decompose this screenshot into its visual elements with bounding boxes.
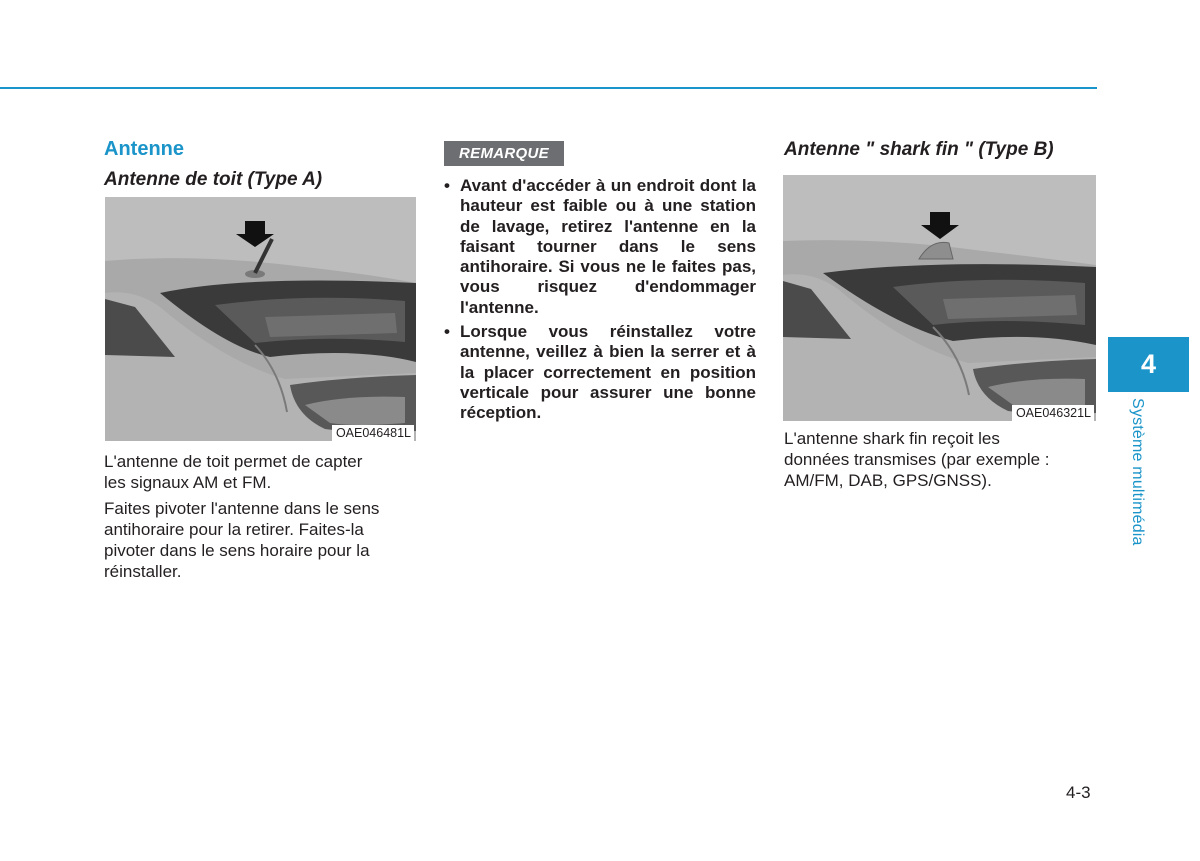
section-title: Antenne xyxy=(104,138,184,160)
roof-antenna-description: L'antenne de toit permet de capter les signaux AM et FM. xyxy=(104,452,363,492)
remark-list xyxy=(444,176,756,428)
bullet: • xyxy=(444,176,450,195)
roof-antenna-subtitle: Antenne de toit (Type A) xyxy=(104,169,323,190)
roof-antenna-figure xyxy=(105,197,416,441)
shark-fin-description: L'antenne shark fin reçoit les données transmises (par exemple : AM/FM, DAB, GPS/GNSS). xyxy=(784,429,1050,490)
shark-fin-subtitle: Antenne " shark fin " (Type B) xyxy=(784,139,1054,160)
bullet: • xyxy=(444,322,450,342)
remark-item xyxy=(444,322,756,423)
figure-code: OAE046321L xyxy=(1012,405,1094,421)
remark-item xyxy=(444,176,756,318)
header-rule xyxy=(0,87,1097,89)
remark-badge: REMARQUE xyxy=(444,141,564,166)
shark-fin-illustration xyxy=(783,175,1096,421)
chapter-label: Système multimédia xyxy=(1129,398,1146,546)
roof-antenna-instructions: Faites pivoter l'antenne dans le sens antihoraire pour la retirer. Faites-la pivoter dans le sens horaire pour la réinstaller. xyxy=(104,499,380,581)
shark-fin-figure xyxy=(783,175,1096,421)
chapter-tab: 4 xyxy=(1108,337,1189,392)
page-number: 4-3 xyxy=(1066,783,1091,802)
roof-antenna-illustration xyxy=(105,197,416,441)
remark-text: Avant d'accéder à un endroit dont la hauteur est faible ou à une station de lavage, retirez l'antenne en la faisant tourner dans le sens antihoraire. Si vous ne le faites pas, vous risquez d'endommager l'antenne. xyxy=(460,176,756,317)
remark-text: Lorsque vous réinstallez votre antenne, veillez à bien la serrer et à la placer correctement en position verticale pour assurer une bonne réception. xyxy=(460,322,756,423)
figure-code: OAE046481L xyxy=(332,425,414,441)
